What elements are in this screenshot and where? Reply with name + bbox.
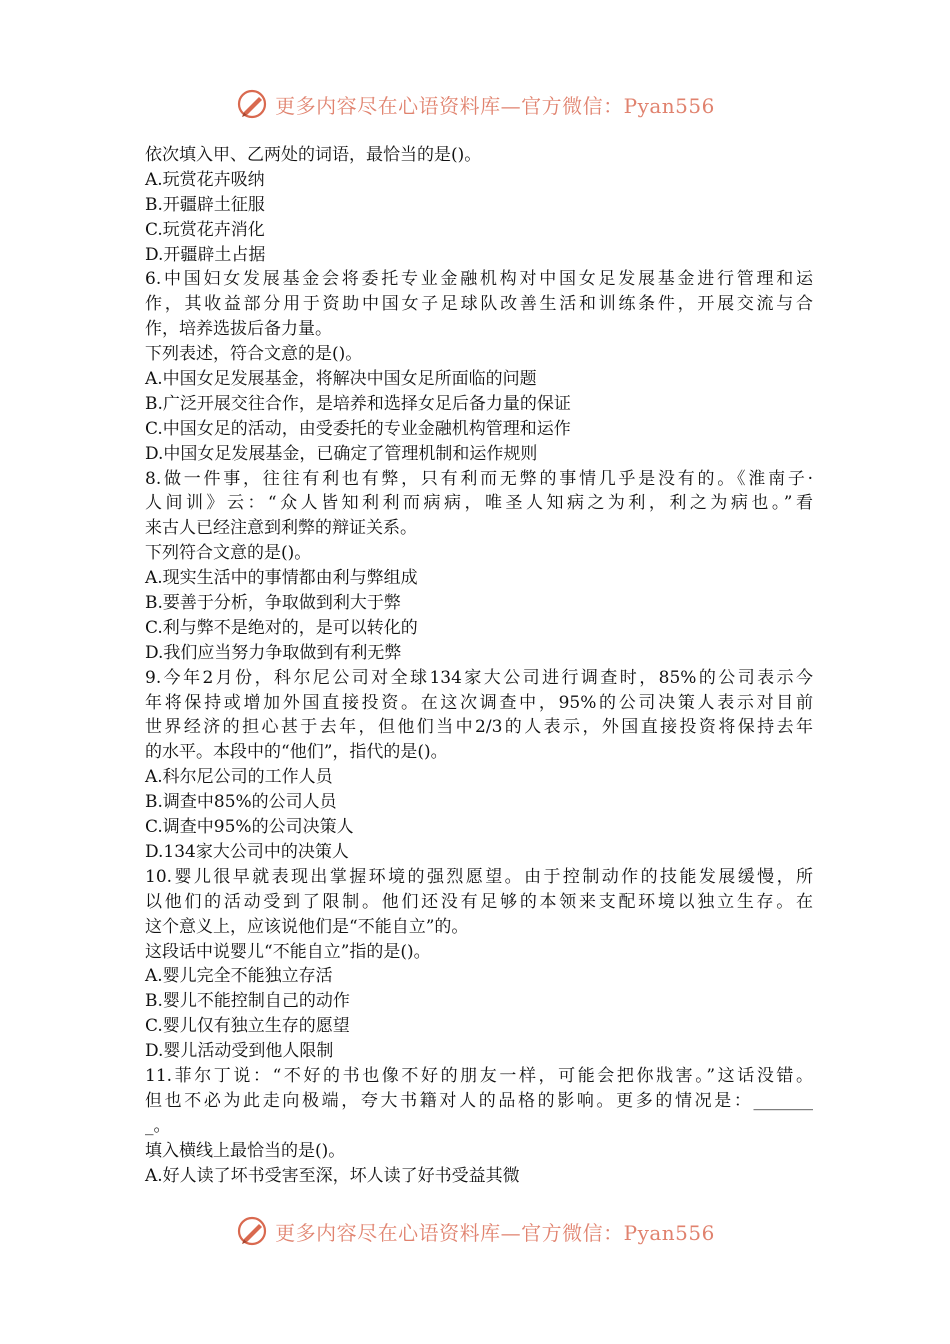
option-line: C.中国女足的活动，由受委托的专业金融机构管理和运作: [145, 418, 571, 439]
option-line: A.婴儿完全不能独立存活: [145, 966, 333, 987]
prompt-line: 下列表述，符合文意的是()。: [145, 344, 363, 365]
option-line: B.开疆辟土征服: [145, 194, 265, 215]
question-line: 8.做一件事，往往有利也有弊，只有利而无弊的事情几乎是没有的。《淮南子·: [145, 468, 813, 489]
question-line: 6.中国妇女发展基金会将委托专业金融机构对中国女足发展基金进行管理和运: [145, 269, 813, 290]
option-line: C.玩赏花卉消化: [145, 219, 265, 240]
question-line: 以他们的活动受到了限制。他们还没有足够的本领来支配环境以独立生存。在: [145, 891, 813, 912]
option-line: A.玩赏花卉吸纳: [145, 169, 265, 190]
question-line: 人间训》云：“众人皆知利利而病病，唯圣人知病之为利，利之为病也。”看: [145, 493, 813, 514]
prompt-line: 这段话中说婴儿“不能自立”指的是()。: [145, 941, 431, 962]
option-line: A.现实生活中的事情都由利与弊组成: [145, 568, 418, 589]
option-line: A.科尔尼公司的工作人员: [145, 767, 333, 788]
question-line: 作，其收益部分用于资助中国女子足球队改善生活和训练条件，开展交流与合: [145, 294, 813, 315]
banner-text: 更多内容尽在心语资料库—官方微信：Pyan556: [275, 1220, 715, 1245]
question-line: 10.婴儿很早就表现出掌握环境的强烈愿望。由于控制动作的技能发展缓慢，所: [145, 866, 813, 887]
question-line: 世界经济的担心甚于去年，但他们当中2/3的人表示，外国直接投资将保持去年: [145, 717, 813, 738]
pen-logo-icon: [235, 87, 269, 121]
option-line: D.我们应当努力争取做到有利无弊: [145, 642, 402, 663]
text-line: 依次填入甲、乙两处的词语，最恰当的是()。: [145, 145, 482, 165]
option-line: A.中国女足发展基金，将解决中国女足所面临的问题: [145, 369, 537, 390]
banner-text: 更多内容尽在心语资料库—官方微信：Pyan556: [275, 93, 715, 118]
question-line: 这个意义上，应该说他们是“不能自立”的。: [145, 916, 469, 937]
pen-logo-icon: [235, 1214, 269, 1248]
option-line: A.好人读了坏书受害至深，坏人读了好书受益其微: [145, 1165, 520, 1186]
option-line: C.婴儿仅有独立生存的愿望: [145, 1016, 350, 1037]
question-line: 作，培养选拔后备力量。: [145, 319, 332, 340]
option-line: C.利与弊不是绝对的，是可以转化的: [145, 617, 418, 638]
header-banner: [0, 84, 950, 124]
question-line: 的水平。本段中的“他们”，指代的是()。: [145, 742, 448, 763]
question-line: 但也不必为此走向极端，夸大书籍对人的品格的影响。更多的情况是：_______: [145, 1090, 813, 1111]
option-line: B.婴儿不能控制自己的动作: [145, 991, 350, 1012]
document-body: [145, 143, 813, 1188]
option-line: B.要善于分析，争取做到利大于弊: [145, 593, 401, 614]
prompt-line: 填入横线上最恰当的是()。: [145, 1140, 346, 1161]
question-line: _。: [145, 1115, 171, 1136]
option-line: C.调查中95%的公司决策人: [145, 817, 354, 838]
question-line: 来古人已经注意到利弊的辩证关系。: [145, 518, 417, 539]
option-line: B.广泛开展交往合作，是培养和选择女足后备力量的保证: [145, 393, 571, 414]
footer-banner: [0, 1211, 950, 1251]
option-line: B.调查中85%的公司人员: [145, 792, 337, 813]
option-line: D.中国女足发展基金，已确定了管理机制和运作规则: [145, 443, 538, 464]
option-line: D.婴儿活动受到他人限制: [145, 1041, 334, 1062]
question-line: 9.今年2月份，科尔尼公司对全球134家大公司进行调查时，85%的公司表示今: [145, 667, 813, 688]
question-line: 年将保持或增加外国直接投资。在这次调查中，95%的公司决策人表示对目前: [145, 692, 813, 713]
option-line: D.开疆辟土占据: [145, 244, 266, 265]
prompt-line: 下列符合文意的是()。: [145, 543, 312, 564]
question-line: 11.菲尔丁说：“不好的书也像不好的朋友一样，可能会把你戕害。”这话没错。: [145, 1065, 813, 1086]
option-line: D.134家大公司中的决策人: [145, 841, 349, 862]
